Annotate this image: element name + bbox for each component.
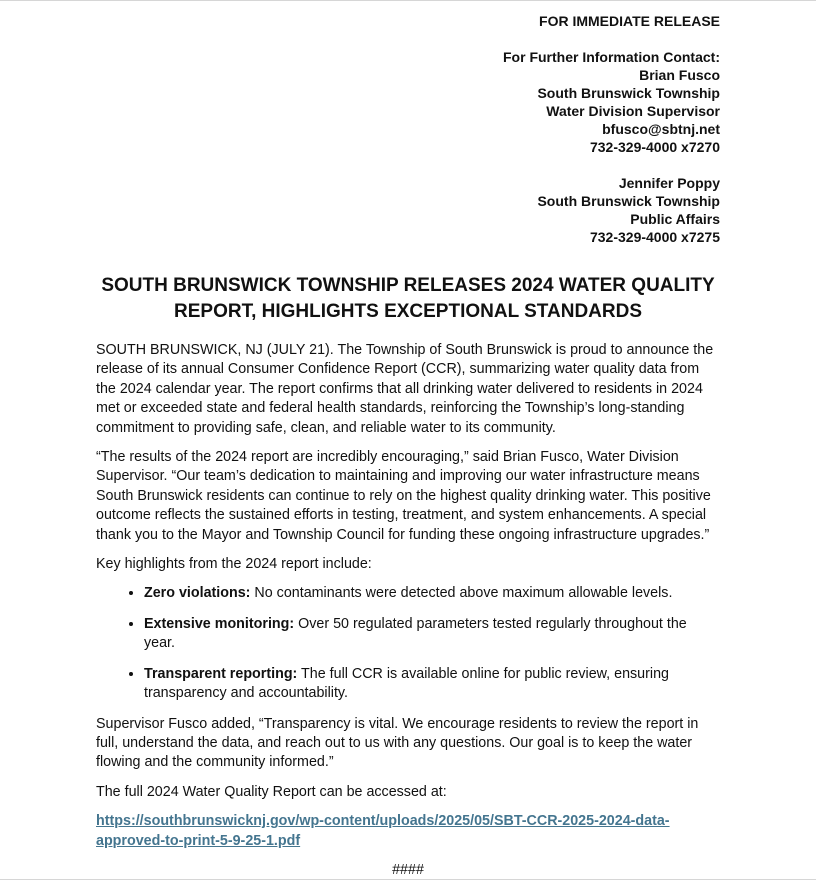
contact-info [96,48,720,264]
highlights-intro: Key highlights from the 2024 report include: [96,556,372,573]
highlight-text: Over 50 regulated parameters tested regularly throughout the year. [144,615,687,652]
end-mark: #### [392,861,424,878]
contact-title: Public Affairs [630,211,720,227]
highlight-label: Extensive monitoring: [144,615,295,632]
access-paragraph: The full 2024 Water Quality Report can be accessed at: [96,783,447,800]
contact-org: South Brunswick Township [537,85,720,101]
report-link-paragraph [96,812,720,851]
highlight-label: Zero violations: [144,585,251,602]
highlight-text: The full CCR is available online for public review, ensuring transparency and accountability. [144,665,669,702]
highlight-label: Transparent reporting: [144,665,298,682]
list-item [144,584,720,603]
report-link[interactable]: https://southbrunswicknj.gov/wp-content/uploads/2025/05/SBT-CCR-2025-2024-data-approved-to-print-5-9-25-1.pdf [96,813,670,849]
supervisor-quote-paragraph: Supervisor Fusco added, “Transparency is vital. We encourage residents to review the report in full, understand the data, and reach out to us with any questions. Our goal is to keep the water flowing and the community informed.” [96,715,699,771]
headline: SOUTH BRUNSWICK TOWNSHIP RELEASES 2024 WATER QUALITY REPORT, HIGHLIGHTS EXCEPTIONAL STANDARDS [101,275,715,322]
release-body [96,341,720,880]
release-line: FOR IMMEDIATE RELEASE [539,13,720,29]
contact-title: Water Division Supervisor [546,103,720,119]
page-top-border [0,0,816,1]
page-bottom-border [0,879,816,880]
highlights-list [96,584,720,703]
contact-jennifer-poppy [96,174,720,246]
contacts-heading: For Further Information Contact: [503,49,720,65]
contact-name: Brian Fusco [639,67,720,83]
quote-paragraph: “The results of the 2024 report are incredibly encouraging,” said Brian Fusco, Water Division Supervisor. “Our team’s dedication to maintaining and improving our water infrastructure means South Brunswick residents can continue to rely on the highest quality drinking water. This positive outcome reflects the sustained efforts in testing, treatment, and system enhancements. A special thank you to the Mayor and Township Council for funding these ongoing infrastructure upgrades.” [96,449,711,543]
contact-name: Jennifer Poppy [618,175,720,191]
contact-brian-fusco [96,66,720,156]
list-item [144,665,720,704]
intro-paragraph: SOUTH BRUNSWICK, NJ (JULY 21). The Township of South Brunswick is proud to announce the release of its annual Consumer Confidence Report (CCR), summarizing water quality data from the 2024 calendar year. The report confirms that all drinking water delivered to residents in 2024 met or exceeded state and federal health standards, reinforcing the Township’s long-standing commitment to providing safe, clean, and reliable water to its community. [96,342,714,436]
contact-phone: 732-329-4000 x7270 [589,139,720,155]
contact-org: South Brunswick Township [537,193,720,209]
highlight-text: No contaminants were detected above maximum allowable levels. [250,585,673,602]
contact-email: bfusco@sbtnj.net [602,121,720,137]
list-item [144,615,720,654]
contact-phone: 732-329-4000 x7275 [589,229,720,245]
